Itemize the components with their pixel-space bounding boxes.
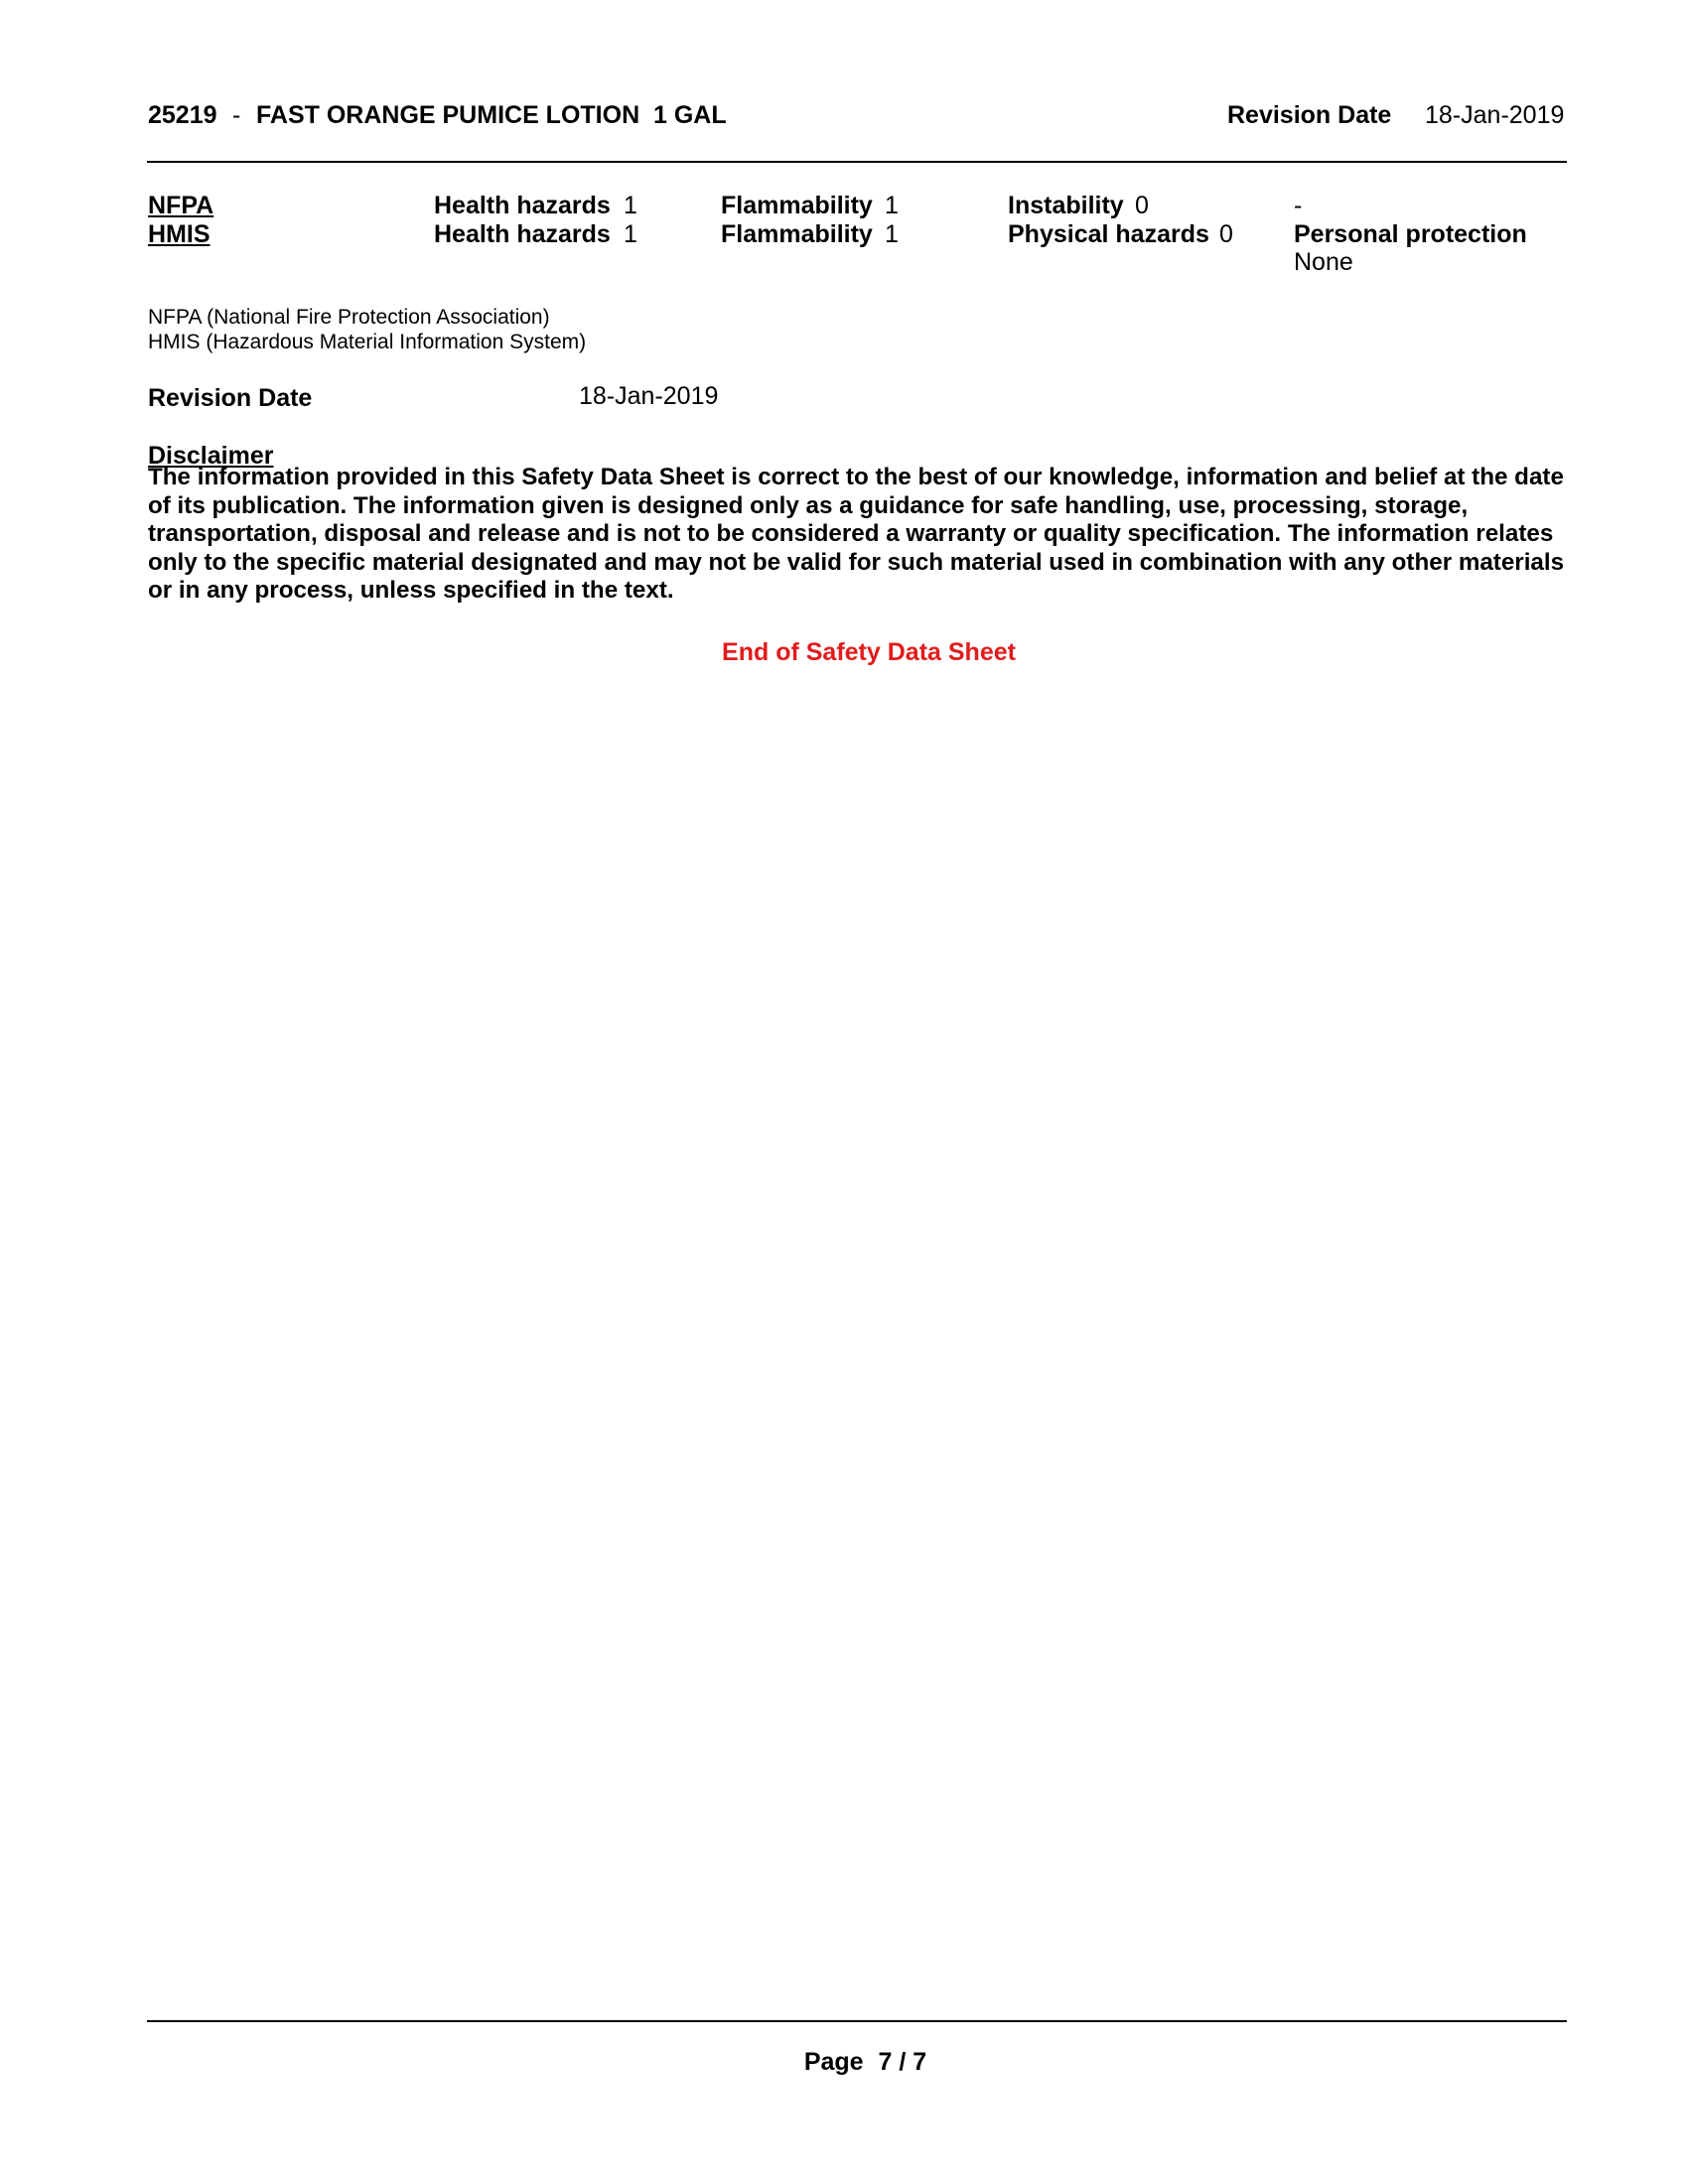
nfpa-special-hazards: - bbox=[1294, 192, 1303, 219]
hmis-physical-label: Physical hazards bbox=[1008, 220, 1209, 248]
disclaimer-title: Disclaimer bbox=[148, 442, 274, 470]
nfpa-flammability-value: 1 bbox=[885, 192, 899, 219]
header-rule bbox=[147, 161, 1567, 163]
nfpa-instability-value: 0 bbox=[1135, 192, 1149, 219]
product-name: FAST ORANGE PUMICE LOTION 1 GAL bbox=[256, 101, 727, 129]
revision-date-label: Revision Date bbox=[148, 384, 313, 412]
header-separator: - bbox=[232, 101, 241, 129]
footer-rule bbox=[147, 2020, 1567, 2022]
nfpa-health-value: 1 bbox=[624, 192, 637, 219]
nfpa-instability-label: Instability bbox=[1008, 192, 1124, 219]
hmis-physical-value: 0 bbox=[1219, 220, 1233, 248]
hmis-label: HMIS bbox=[148, 220, 211, 248]
nfpa-flammability-label: Flammability bbox=[721, 192, 873, 219]
hmis-protection-label: Personal protection bbox=[1294, 220, 1527, 248]
disclaimer-text: The information provided in this Safety Data Sheet is correct to the best of our knowledge, information and belief at the date of its publication. The information given is designed only as a guidance for safe handling, use, processing, storage, transportation, disposal and release and is not to be considered a warranty or quality specification. The information relates only to the specific material designated and may not be valid for such material used in combination with any other materials or in any process, unless specified in the text. bbox=[148, 464, 1565, 605]
nfpa-legend: NFPA (National Fire Protection Association) bbox=[148, 306, 550, 329]
hmis-health-label: Health hazards bbox=[434, 220, 611, 248]
page-number bbox=[0, 2048, 1688, 2077]
page-value: 7 / 7 bbox=[878, 2048, 927, 2076]
nfpa-health-label: Health hazards bbox=[434, 192, 611, 219]
hmis-flammability-value: 1 bbox=[885, 220, 899, 248]
hmis-health-value: 1 bbox=[624, 220, 637, 248]
nfpa-row bbox=[0, 192, 1688, 220]
hmis-row bbox=[0, 220, 1688, 249]
page-label: Page bbox=[803, 2048, 864, 2076]
hmis-legend: HMIS (Hazardous Material Information System) bbox=[148, 331, 587, 353]
header-revision-label: Revision Date bbox=[1227, 101, 1392, 129]
product-id: 25219 bbox=[148, 101, 217, 129]
header-revision-date: 18-Jan-2019 bbox=[1425, 101, 1565, 129]
hmis-protection-value: None bbox=[1294, 248, 1353, 276]
hmis-flammability-label: Flammability bbox=[721, 220, 873, 248]
nfpa-label: NFPA bbox=[148, 192, 214, 219]
end-of-sheet-text: End of Safety Data Sheet bbox=[722, 638, 1016, 666]
revision-date-value: 18-Jan-2019 bbox=[579, 382, 719, 410]
